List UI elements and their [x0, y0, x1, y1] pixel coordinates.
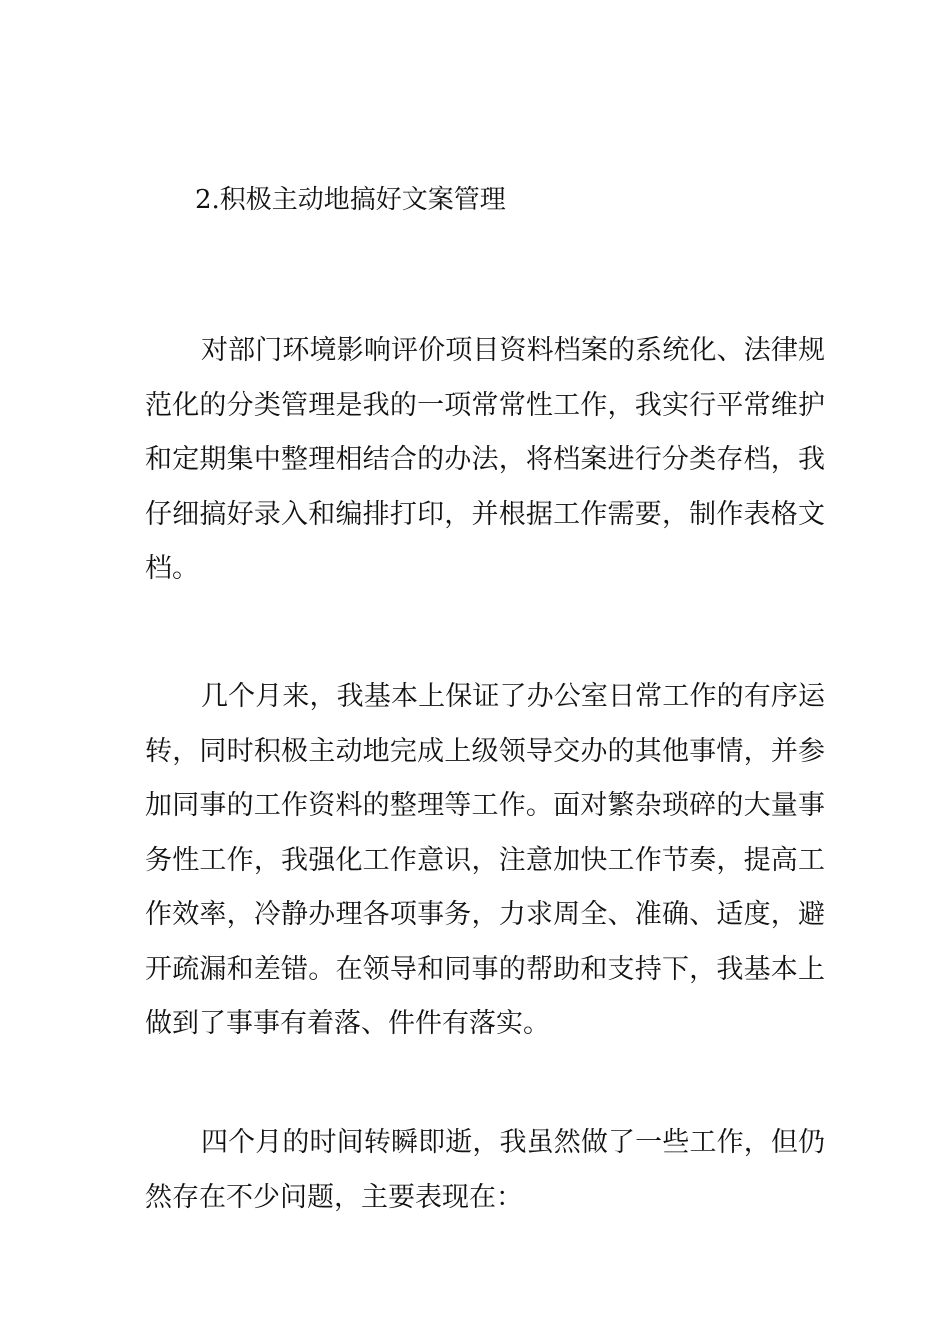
section-heading: 2.积极主动地搞好文案管理 [195, 185, 506, 215]
paragraph-archive-management: 对部门环境影响评价项目资料档案的系统化、法律规范化的分类管理是我的一项常常性工作，我实行平常维护和定期集中整理相结合的办法，将档案进行分类存档，我仔细搞好录入和编排打印，并根据工作需要，制作表格文档。 [145, 335, 825, 584]
paragraph-problems: 四个月的时间转瞬即逝，我虽然做了一些工作，但仍然存在不少问题，主要表现在： [145, 1127, 825, 1213]
paragraph-office-work: 几个月来，我基本上保证了办公室日常工作的有序运转，同时积极主动地完成上级领导交办的其他事情，并参加同事的工作资料的整理等工作。面对繁杂琐碎的大量事务性工作，我强化工作意识，注意加快工作节奏，提高工作效率，冷静办理各项事务，力求周全、准确、适度，避开疏漏和差错。在领导和同事的帮助和支持下，我基本上做到了事事有着落、件件有落实。 [145, 681, 825, 1039]
